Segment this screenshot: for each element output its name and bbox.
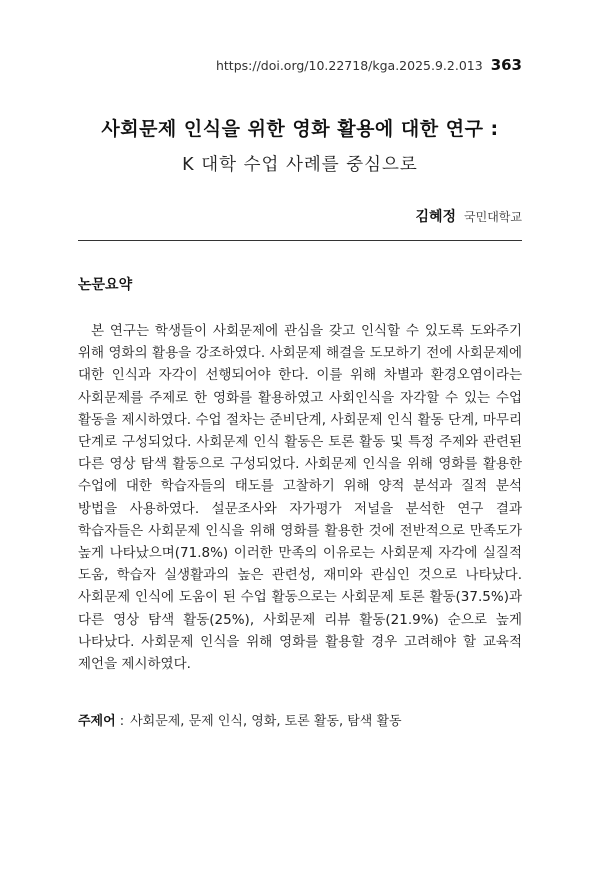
title-block	[0, 114, 600, 176]
keywords-separator: :	[119, 714, 125, 729]
abstract-heading: 논문요약	[78, 277, 133, 293]
author-affiliation: 국민대학교	[464, 210, 522, 224]
keywords-label: 주제어	[78, 714, 116, 729]
keywords-line	[78, 710, 522, 729]
doi-link[interactable]: https://doi.org/10.22718/kga.2025.9.2.013	[215, 58, 483, 73]
header-divider	[78, 240, 522, 241]
author-name: 김혜정	[415, 209, 457, 225]
page-number: 363	[490, 56, 522, 74]
keywords-text: 사회문제, 문제 인식, 영화, 토론 활동, 탐색 활동	[130, 714, 402, 729]
author-line	[415, 206, 522, 226]
page-header	[216, 56, 522, 74]
paper-subtitle: K 대학 수업 사례를 중심으로	[182, 155, 418, 175]
paper-title: 사회문제 인식을 위한 영화 활용에 대한 연구 :	[101, 118, 499, 140]
abstract-body: 본 연구는 학생들이 사회문제에 관심을 갖고 인식할 수 있도록 도와주기 위해 영화의 활용을 강조하였다. 사회문제 해결을 도모하기 전에 사회문제에 대한 인식과 자각이 선행되어야 한다. 이를 위해 차별과 환경오염이라는 사회문제를 주제로 한 영화를 활용하였고 사회인식을 자각할 수 있는 수업 활동을 제시하였다. 수업 절차는 준비단계, 사회문제 인식 활동 단계, 마무리 단계로 구성되었다. 사회문제 인식 활동은 토론 활동 및 특정 주제와 관련된 다른 영상 탐색 활동으로 구성되었다. 사회문제 인식을 위해 영화를 활용한 수업에 대한 학습자들의 태도를 고찰하기 위해 양적 분석과 질적 분석 방법을 사용하였다. 설문조사와 자가평가 저널을 분석한 연구 결과 학습자들은 사회문제 인식을 위해 영화를 활용한 것에 전반적으로 만족도가 높게 나타났으며(71.8%) 이러한 만족의 이유로는 사회문제 자각에 실질적 도움, 학습자 실생활과의 높은 관련성, 재미와 관심인 것으로 나타났다. 사회문제 인식에 도움이 된 수업 활동으로는 사회문제 토론 활동(37.5%)과 다른 영상 탐색 활동(25%), 사회문제 리뷰 활동(21.9%) 순으로 높게 나타났다. 사회문제 인식을 위해 영화를 활용할 경우 고려해야 할 교육적 제언을 제시하였다.	[78, 323, 522, 673]
